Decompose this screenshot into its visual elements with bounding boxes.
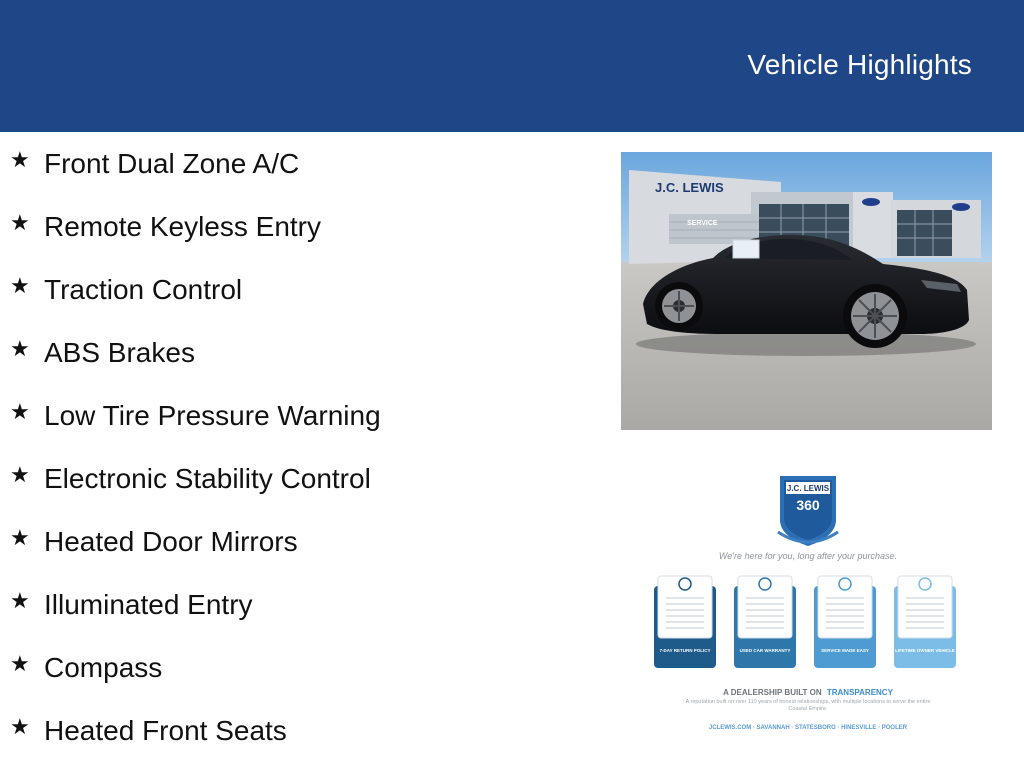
promo-heading-accent: TRANSPARENCY — [826, 688, 893, 697]
promo-heading — [723, 688, 894, 697]
feature-label: Illuminated Entry — [44, 589, 253, 620]
star-icon: ★ — [10, 589, 30, 614]
ford-logo-icon — [862, 198, 880, 206]
badge-number: 360 — [796, 497, 820, 513]
promo-card — [734, 576, 796, 668]
feature-label: ABS Brakes — [44, 337, 195, 368]
sign-service: SERVICE — [687, 220, 718, 227]
promo-card — [654, 576, 716, 668]
promo-card-label: USED CAR WARRANTY — [739, 648, 791, 653]
page-title: Vehicle Highlights — [747, 49, 972, 80]
star-icon: ★ — [10, 274, 30, 299]
promo-card-label: LIFETIME OWNER VEHICLE — [895, 648, 955, 653]
vehicle-photo-graphic — [621, 152, 992, 430]
dealership-360-promo — [640, 468, 980, 748]
star-icon: ★ — [10, 715, 30, 740]
promo-footer: JCLEWIS.COM · SAVANNAH · STATESBORO · HINESVILLE · POOLER — [708, 725, 908, 731]
feature-label: Heated Front Seats — [44, 715, 287, 746]
promo-heading-prefix: A DEALERSHIP BUILT ON — [723, 688, 822, 697]
feature-label: Front Dual Zone A/C — [44, 148, 300, 179]
feature-label: Electronic Stability Control — [44, 463, 371, 494]
star-icon: ★ — [10, 148, 30, 173]
sign-brand: J.C. LEWIS — [655, 180, 724, 195]
feature-label: Traction Control — [44, 274, 243, 305]
star-icon: ★ — [10, 337, 30, 362]
vehicle-photo — [621, 152, 992, 430]
promo-sub: A reputation built on over 110 years of honest relationships, with multiple locations to serve the entire Coastal Empire. — [685, 699, 931, 712]
star-icon: ★ — [10, 211, 30, 236]
feature-label: Compass — [44, 652, 163, 683]
promo-card-label: 7-DAY RETURN POLICY — [659, 648, 711, 653]
promo-graphic — [640, 468, 980, 748]
promo-card-label: SERVICE MADE EASY — [821, 648, 869, 653]
feature-label: Heated Door Mirrors — [44, 526, 298, 557]
badge-brand: J.C. LEWIS — [786, 484, 830, 493]
star-icon: ★ — [10, 463, 30, 488]
promo-card — [894, 576, 956, 668]
feature-label: Low Tire Pressure Warning — [44, 400, 381, 431]
header-banner — [0, 0, 1024, 132]
ford-logo-icon — [952, 203, 970, 211]
star-icon: ★ — [10, 652, 30, 677]
promo-card — [814, 576, 876, 668]
feature-label: Remote Keyless Entry — [44, 211, 321, 242]
star-icon: ★ — [10, 400, 30, 425]
star-icon: ★ — [10, 526, 30, 551]
promo-tagline: We're here for you, long after your purchase. — [718, 551, 898, 561]
